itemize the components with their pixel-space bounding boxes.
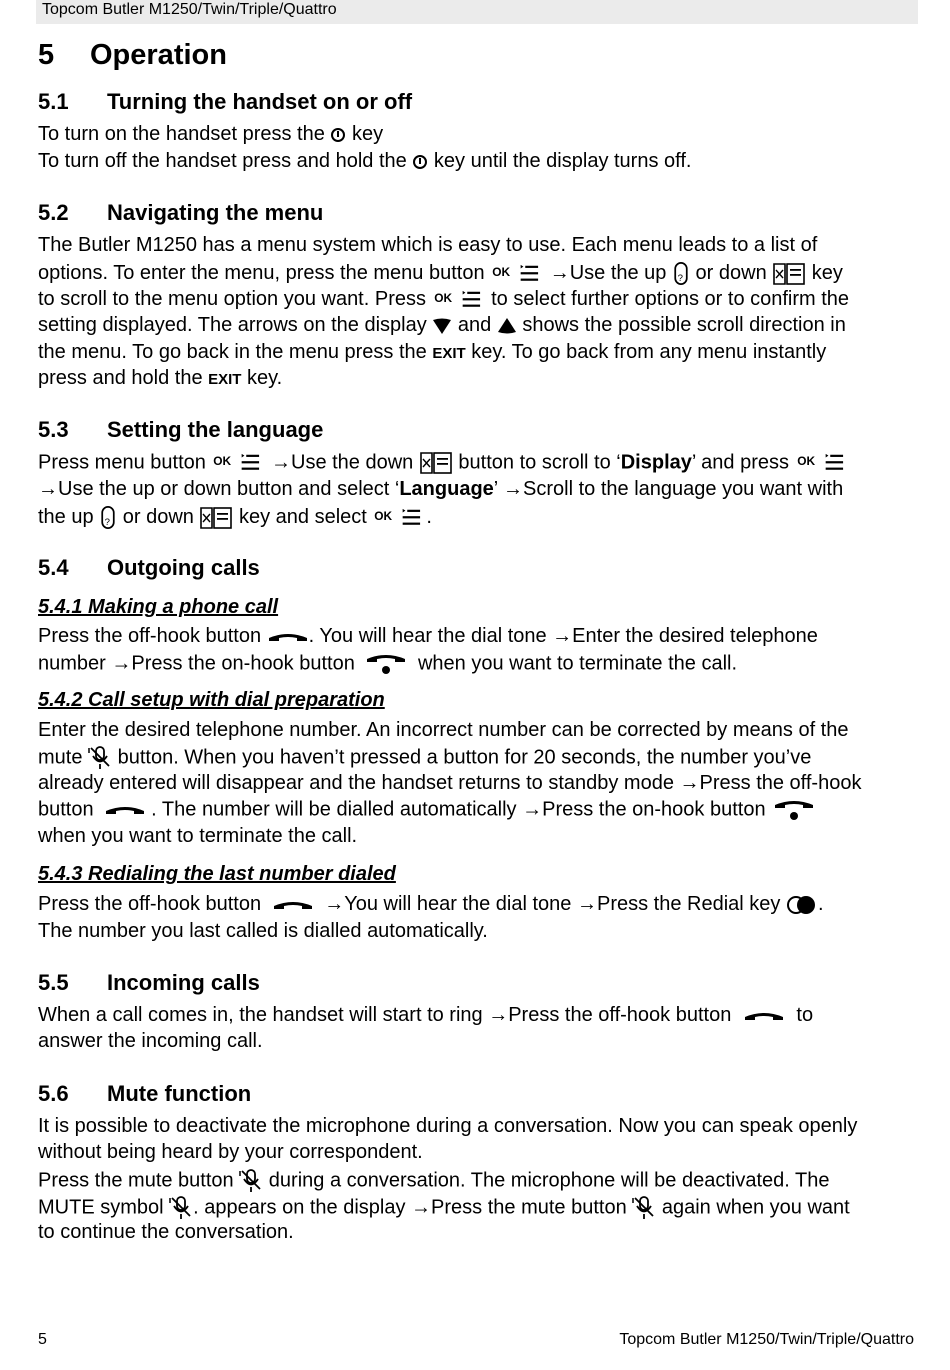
text: To turn on the handset press the — [38, 123, 331, 145]
section-5-heading — [38, 39, 227, 72]
section-5-2-heading — [38, 200, 323, 226]
section-5-6-heading — [38, 1081, 251, 1107]
text: ’ →Scroll to the language you want with — [493, 478, 844, 500]
up-key-icon — [99, 505, 117, 530]
paragraph-line — [38, 825, 357, 848]
text: →Use the down — [265, 451, 419, 474]
text: to scroll to the menu option you want. Press — [38, 288, 432, 310]
text: to — [790, 1004, 814, 1026]
text: Press menu button — [38, 451, 212, 474]
text: the up — [38, 505, 100, 528]
on-hook-icon — [360, 652, 412, 676]
section-number: 5 — [38, 39, 55, 71]
paragraph-line — [38, 1195, 850, 1221]
ok-menu-icon — [372, 507, 426, 529]
on-hook-icon — [771, 798, 817, 822]
text: when you want to terminate the call. — [412, 652, 738, 675]
text: press and hold the — [38, 367, 209, 389]
section-number: 5.3 — [38, 417, 69, 442]
text: It is possible to deactivate the microphone during a conversation. Now you can speak openly — [38, 1115, 858, 1137]
page-header — [36, 0, 918, 24]
page-number: 5 — [38, 1331, 47, 1348]
section-title: Incoming calls — [107, 970, 260, 995]
ok-menu-icon — [795, 452, 849, 474]
footer-title: Topcom Butler M1250/Twin/Triple/Quattro — [619, 1331, 914, 1348]
text: key. To go back from any menu instantly — [465, 341, 827, 363]
off-hook-icon — [99, 802, 151, 818]
paragraph-line — [38, 150, 691, 173]
section-5-4-heading — [38, 555, 260, 581]
paragraph-line — [38, 625, 818, 648]
redial-icon — [786, 894, 818, 916]
off-hook-icon — [267, 897, 319, 913]
section-title: Outgoing calls — [107, 555, 260, 580]
paragraph-line — [38, 1141, 423, 1164]
paragraph-line — [38, 1115, 857, 1138]
text: key — [806, 261, 843, 284]
paragraph-line — [38, 920, 488, 943]
paragraph-line — [38, 1004, 813, 1027]
text: →Use the up or down button and select ‘ — [38, 478, 400, 500]
section-number: 5.6 — [38, 1081, 69, 1106]
section-title: Setting the language — [107, 417, 324, 442]
power-icon — [330, 127, 346, 143]
paragraph-line — [38, 234, 817, 257]
ok-menu-icon — [432, 289, 486, 311]
down-key-icon — [419, 451, 453, 475]
mute-icon — [239, 1168, 263, 1194]
paragraph-line — [38, 261, 843, 286]
text: the menu. To go back in the menu press the — [38, 341, 433, 363]
section-title: Navigating the menu — [107, 200, 324, 225]
text: Press the off-hook button — [38, 893, 267, 915]
text: . — [426, 505, 432, 528]
subsection-5-4-2-heading: 5.4.2 Call setup with dial preparation — [38, 689, 385, 711]
text: when you want to terminate the call. — [38, 825, 358, 847]
paragraph-line — [38, 367, 282, 390]
up-key-icon — [672, 261, 690, 286]
paragraph-line — [38, 1030, 263, 1053]
text: button. When you haven’t pressed a button for 20 seconds, the number you’ve — [112, 746, 812, 769]
paragraph-line — [38, 1168, 830, 1194]
menu-term: Display — [620, 451, 692, 474]
text: to select further options or to confirm the — [485, 288, 850, 310]
text: number →Press the on-hook button — [38, 652, 361, 675]
text: →You will hear the dial tone →Press the Redial key — [318, 893, 786, 915]
menu-term: Language — [399, 478, 494, 500]
text: options. To enter the menu, press the menu button — [38, 261, 491, 284]
paragraph-line — [38, 798, 817, 822]
text: . appears on the display →Press the mute button — [193, 1196, 633, 1219]
section-5-3-heading — [38, 417, 323, 443]
paragraph-line — [38, 478, 843, 501]
text: to continue the conversation. — [38, 1221, 294, 1243]
paragraph-line — [38, 745, 811, 771]
section-title: Turning the handset on or off — [107, 89, 413, 114]
text: The number you last called is dialled automatically. — [38, 920, 488, 942]
section-number: 5.5 — [38, 970, 69, 995]
text: Press the off-hook button — [38, 625, 267, 647]
subsection-5-4-3-heading: 5.4.3 Redialing the last number dialed — [38, 863, 396, 885]
text: To turn off the handset press and hold the — [38, 150, 413, 172]
text: Press the mute button — [38, 1169, 240, 1192]
mute-icon — [88, 745, 112, 771]
paragraph-line — [38, 772, 861, 795]
text: or down — [117, 505, 200, 528]
ok-menu-icon — [211, 452, 265, 474]
section-number: 5.2 — [38, 200, 69, 225]
down-key-icon — [772, 262, 806, 286]
section-5-5-heading — [38, 970, 260, 996]
paragraph-line — [38, 719, 848, 742]
text: key. — [241, 367, 283, 389]
paragraph-line — [38, 123, 383, 146]
text: →Use the up — [544, 261, 672, 284]
text: MUTE symbol — [38, 1196, 170, 1219]
text: or down — [689, 261, 773, 284]
paragraph-line — [38, 505, 432, 530]
paragraph-line — [38, 288, 849, 311]
text: setting displayed. The arrows on the display — [38, 314, 433, 336]
text: answer the incoming call. — [38, 1030, 263, 1052]
text: The Butler M1250 has a menu system which is easy to use. Each menu leads to a list of — [38, 234, 818, 256]
paragraph-line — [38, 341, 826, 364]
paragraph-line — [38, 314, 846, 337]
text: already entered will disappear and the handset returns to standby mode →Press the off-hook — [38, 772, 862, 794]
text: . The number will be dialled automatically →Press the on-hook button — [151, 798, 772, 821]
text: during a conversation. The microphone will be deactivated. The — [263, 1169, 830, 1192]
mute-icon — [632, 1195, 656, 1221]
text: button — [38, 798, 100, 821]
text: key — [346, 123, 384, 145]
text: . — [817, 893, 824, 915]
ok-menu-icon — [490, 263, 544, 285]
text: and — [452, 314, 497, 336]
text: button to scroll to ‘ — [452, 451, 621, 474]
text: Enter the desired telephone number. An incorrect number can be corrected by means of the — [38, 719, 849, 741]
section-title: Operation — [90, 39, 227, 71]
header-title: Topcom Butler M1250/Twin/Triple/Quattro — [42, 1, 337, 18]
scroll-up-arrow-icon — [497, 317, 517, 335]
text: again when you want — [656, 1196, 850, 1219]
text: shows the possible scroll direction in — [516, 314, 846, 336]
paragraph-line — [38, 652, 737, 676]
mute-icon — [169, 1195, 193, 1221]
down-key-icon — [199, 506, 233, 530]
subsection-5-4-1-heading: 5.4.1 Making a phone call — [38, 596, 279, 618]
section-title: Mute function — [107, 1081, 252, 1106]
text: When a call comes in, the handset will start to ring →Press the off-hook button — [38, 1004, 737, 1026]
text: key until the display turns off. — [428, 150, 692, 172]
paragraph-line — [38, 1221, 294, 1244]
exit-key-label: EXIT — [432, 345, 466, 362]
text: without being heard by your correspondent. — [38, 1141, 423, 1163]
exit-key-label: EXIT — [208, 371, 242, 388]
off-hook-icon — [267, 629, 309, 645]
text: mute — [38, 746, 89, 769]
scroll-down-arrow-icon — [432, 317, 452, 335]
off-hook-icon — [737, 1008, 791, 1024]
section-number: 5.1 — [38, 89, 69, 114]
text: ’ and press — [691, 451, 795, 474]
section-number: 5.4 — [38, 555, 69, 580]
power-icon — [412, 154, 428, 170]
paragraph-line — [38, 451, 849, 475]
text: key and select — [233, 505, 373, 528]
section-5-1-heading — [38, 89, 412, 115]
paragraph-line — [38, 893, 824, 916]
text: . You will hear the dial tone →Enter the desired telephone — [308, 625, 818, 647]
